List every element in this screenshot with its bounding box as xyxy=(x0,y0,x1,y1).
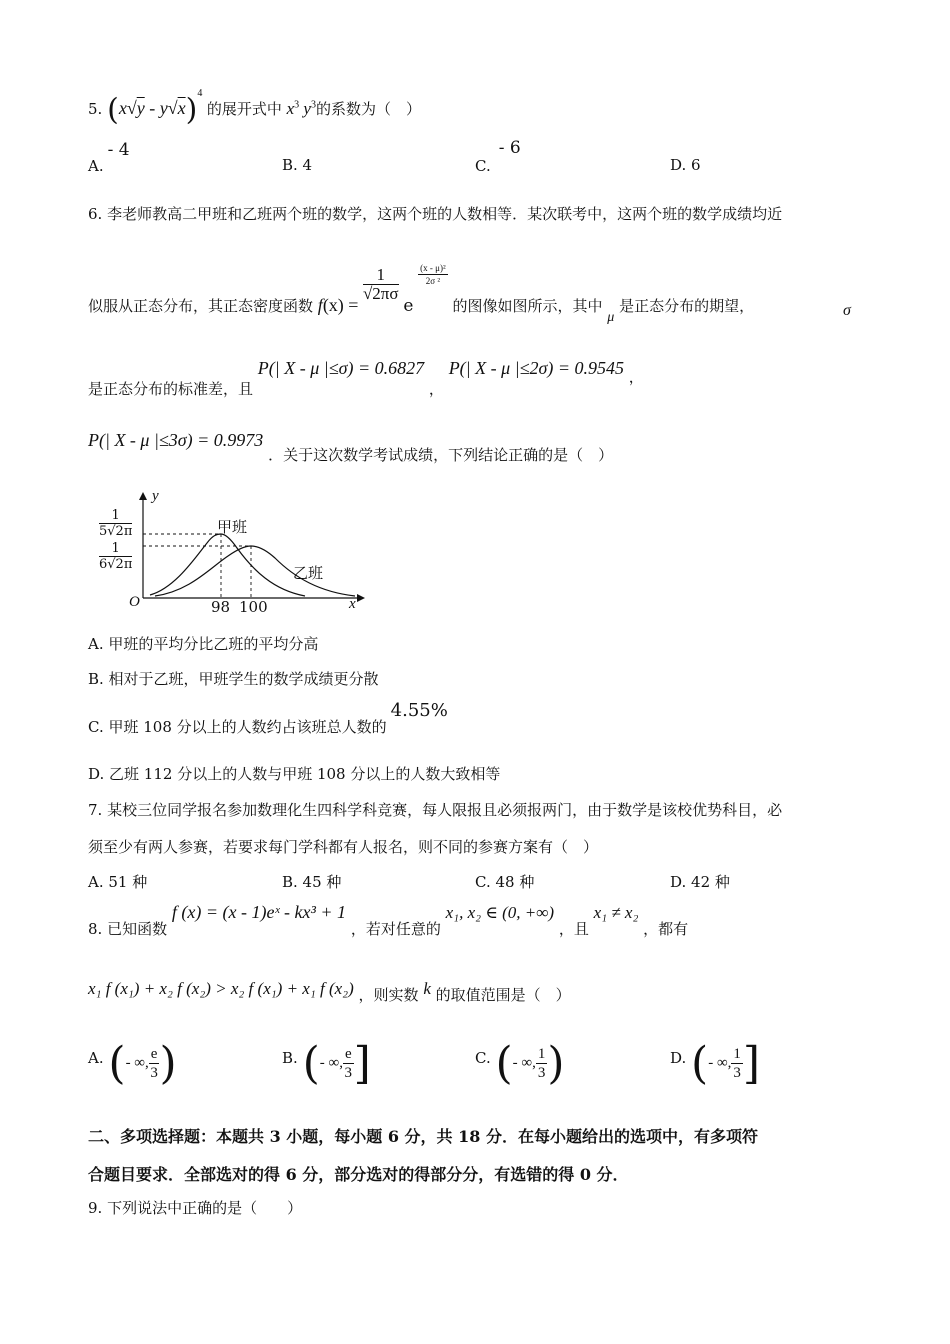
q8-option-a[interactable]: A. (- ∞, $\frac{e}{3}$ ) xyxy=(88,1038,177,1089)
q6-line2: 似服从正态分布，其正态密度函数 f(x) = $\frac{1}{√2\pi\sigma}$ e $\frac{\text{(x - μ)²}}{\text{2σ ²}}$ 的图像如图所示，其中 μ 是正态分布的期望， xyxy=(88,263,755,325)
sigma-symbol: σ xyxy=(843,302,851,319)
q8-option-d[interactable]: D. (- ∞, $\frac{1}{3}$ ] xyxy=(670,1038,761,1089)
q7-option-c[interactable]: C. 48 种 xyxy=(475,873,535,891)
q5-option-c[interactable]: C.- 6 xyxy=(475,138,521,175)
q7-line1: 7. 某校三位同学报名参加数理化生四科学科竞赛，每人限报且必须报两门，由于数学是该校优势科目，必 xyxy=(88,801,783,819)
q5-expression: (x√y - y√x)$^4$ xyxy=(107,88,203,128)
q6-option-c[interactable]: C. 甲班 108 分以上的人数约占该班总人数的4.55% xyxy=(88,700,448,736)
x-axis-label: x xyxy=(349,596,356,612)
y-axis-arrow xyxy=(139,492,147,500)
q8-line1: 8. 已知函数 f (x) = (x - 1)eˣ - kx³ + 1 ，若对任意的 x₁, x₂ ∈ (0, +∞) ，且 x₁ ≠ x₂ ，都有 xyxy=(88,902,689,938)
x-axis-arrow xyxy=(357,594,365,602)
x-tick-100: 100 xyxy=(239,598,268,616)
x-tick-98: 98 xyxy=(211,598,231,616)
q5-number: 5. xyxy=(88,100,103,118)
density-fraction: $\frac{1}{√2\pi\sigma}$ xyxy=(362,265,399,303)
y-axis-label: y xyxy=(152,488,159,504)
q7-option-a[interactable]: A. 51 种 xyxy=(88,873,148,891)
origin-label: O xyxy=(129,594,140,610)
q8-option-b[interactable]: B. (- ∞, $\frac{e}{3}$ ] xyxy=(282,1038,371,1089)
q8-line2: x₁ f (x₁) + x₂ f (x₂) > x₂ f (x₁) + x₁ f (x₂) ，则实数 k 的取值范围是（ ） xyxy=(88,979,571,1004)
q5-option-a[interactable]: A.- 4 xyxy=(88,140,130,175)
q5-option-b[interactable]: B. 4 xyxy=(282,156,313,174)
q6-option-d[interactable]: D. 乙班 112 分以上的人数与甲班 108 分以上的人数大致相等 xyxy=(88,765,501,783)
q6-line4: P(| X - μ |≤3σ) = 0.9973 ．关于这次数学考试成绩，下列结论正确的是（ ） xyxy=(88,430,614,464)
section2-heading-line1: 二、多项选择题：本题共 3 小题，每小题 6 分，共 18 分．在每小题给出的选项中，有多项符 xyxy=(88,1127,758,1146)
y-tick-frac2: $\frac{1}{6√2\pi}$ xyxy=(99,541,133,572)
q6-line3: 是正态分布的标准差，且 P(| X - μ |≤σ) = 0.6827 ， P(| X - μ |≤2σ) = 0.9545 ， xyxy=(88,358,644,398)
curve-label-jia: 甲班 xyxy=(217,518,248,536)
q7-option-b[interactable]: B. 45 种 xyxy=(282,873,342,891)
density-function: f(x) = xyxy=(317,294,359,315)
q9-stem: 9. 下列说法中正确的是（ ） xyxy=(88,1199,303,1217)
q5-stem: 5. (x√y - y√x)$^4$ 的展开式中 $x^3$ $y^3$的系数为（ ） xyxy=(88,88,421,128)
q6-option-b[interactable]: B. 相对于乙班，甲班学生的数学成绩更分散 xyxy=(88,670,379,688)
q6-line1: 6. 李老师教高二甲班和乙班两个班的数学，这两个班的人数相等．某次联考中，这两个班的数学成绩均近 xyxy=(88,205,783,223)
q6-option-a[interactable]: A. 甲班的平均分比乙班的平均分高 xyxy=(88,635,319,653)
q7-line2: 须至少有两人参赛，若要求每门学科都有人报名，则不同的参赛方案有（ ） xyxy=(88,838,599,856)
exponent-fraction: $\frac{\text{(x - μ)²}}{\text{2σ ²}}$ xyxy=(420,263,446,286)
y-tick-frac1: $\frac{1}{5√2\pi}$ xyxy=(99,508,133,539)
normal-distribution-graph xyxy=(95,488,370,618)
curve-label-yi: 乙班 xyxy=(293,564,324,582)
q5-option-d[interactable]: D. 6 xyxy=(670,156,701,174)
section2-heading-line2: 合题目要求．全部选对的得 6 分，部分选对的得部分分，有选错的得 0 分． xyxy=(88,1165,629,1184)
q8-option-c[interactable]: C. (- ∞, $\frac{1}{3}$ ) xyxy=(475,1038,565,1089)
q7-option-d[interactable]: D. 42 种 xyxy=(670,873,730,891)
